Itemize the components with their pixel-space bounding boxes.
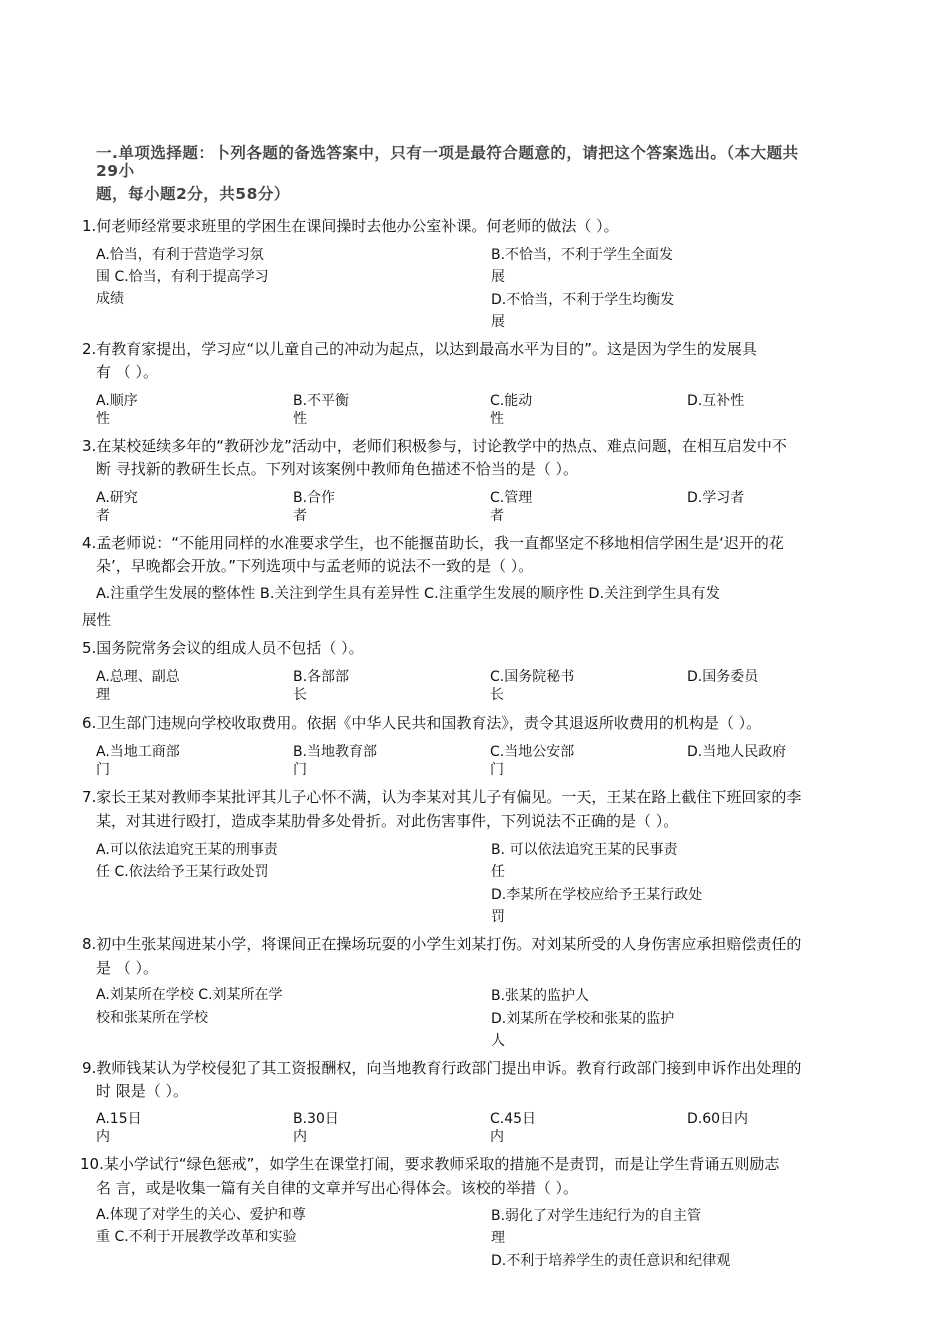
q2-option-b: B.不平衡 [293, 393, 350, 409]
q7-option-a-c: 任 C.依法给予王某行政处罚 [96, 864, 269, 880]
question-7-stem: 7.家长王某对教师李某批评其儿子心怀不满，认为李某对其儿子有偏见。一天，王某在路上截住下班回家的李 [82, 788, 802, 806]
q6-option-d: D.当地人民政府 [687, 744, 787, 760]
q10-option-b: B.弱化了对学生违纪行为的自主管 [491, 1208, 702, 1224]
q9-option-c-cont: 内 [490, 1129, 504, 1145]
q6-option-c: C.当地公安部 [490, 744, 575, 760]
q2-option-b-cont: 性 [293, 411, 307, 427]
q5-option-c: C.国务院秘书 [490, 669, 575, 685]
q10-option-a: A.体现了对学生的关心、爱护和尊 [96, 1207, 306, 1223]
q3-option-c-cont: 者 [490, 508, 504, 524]
q4-options: A.注重学生发展的整体性 B.关注到学生具有差异性 C.注重学生发展的顺序性 D.关注到学生具有发 [96, 586, 721, 602]
q1-option-a: A.恰当，有利于营造学习氛 [96, 247, 264, 263]
q7-option-a: A.可以依法追究王某的刑事责 [96, 842, 278, 858]
question-3-stem: 3.在某校延续多年的“教研沙龙”活动中，老师们积极参与，讨论教学中的热点、难点问题，在相互启发中不 [82, 437, 787, 455]
q8-option-d: D.刘某所在学校和张某的监护 [491, 1011, 675, 1027]
q6-option-c-cont: 门 [490, 762, 504, 778]
question-3-stem-cont: 断 寻找新的教研生长点。下列对该案例中教师角色描述不恰当的是（ ）。 [96, 460, 579, 478]
q2-option-a-cont: 性 [96, 411, 110, 427]
q9-option-c: C.45日 [490, 1111, 537, 1127]
q9-option-d: D.60日内 [687, 1111, 749, 1127]
q3-option-c: C.管理 [490, 490, 533, 506]
question-4-stem-cont: 朵’，早晚都会开放。”下列选项中与孟老师的说法不一致的是（ ）。 [96, 557, 534, 575]
q6-option-a-cont: 门 [96, 762, 110, 778]
q1-option-b-cont: 展 [491, 269, 505, 285]
section-heading: 一.单项选择题：卜列各题的备选答案中，只有一项是最符合题意的，请把这个答案选出。（本大题共 [96, 144, 799, 162]
q5-option-b-cont: 长 [293, 687, 307, 703]
question-1-stem: 1.何老师经常要求班里的学困生在课间操时去他办公室补课。何老师的做法（ ）。 [82, 217, 619, 235]
q8-option-b: B.张某的监护人 [491, 988, 590, 1004]
q1-option-d: D.不恰当，不利于学生均衡发 [491, 292, 675, 308]
q2-option-a: A.顺序 [96, 393, 138, 409]
q10-option-a-c: 重 C.不利于开展教学改革和实验 [96, 1229, 297, 1245]
q9-option-b-cont: 内 [293, 1129, 307, 1145]
q5-option-c-cont: 长 [490, 687, 504, 703]
q7-option-d: D.李某所在学校应给予王某行政处 [491, 887, 703, 903]
question-9-stem: 9.教师钱某认为学校侵犯了其工资报酬权，向当地教育行政部门提出申诉。教育行政部门接到申诉作出处理的 [82, 1059, 802, 1077]
q5-option-a: A.总理、副总 [96, 669, 180, 685]
question-9-stem-cont: 时 限是（ ）。 [96, 1082, 189, 1100]
question-5-stem: 5.国务院常务会议的组成人员不包括（ ）。 [82, 639, 364, 657]
q7-option-b-cont: 任 [491, 864, 505, 880]
q5-option-a-cont: 理 [96, 687, 110, 703]
q3-option-d: D.学习者 [687, 490, 745, 506]
question-2-stem: 2.有教育家提出，学习应“以儿童自己的冲动为起点，以达到最高水平为目的”。这是因为学生的发展具 [82, 340, 757, 358]
q5-option-b: B.各部部 [293, 669, 350, 685]
q6-option-b-cont: 门 [293, 762, 307, 778]
q1-option-b: B.不恰当，不利于学生全面发 [491, 247, 674, 263]
q5-option-d: D.国务委员 [687, 669, 759, 685]
question-8-stem: 8.初中生张某闯进某小学，将课间正在操场玩耍的小学生刘某打伤。对刘某所受的人身伤害应承担赔偿责任的 [82, 935, 802, 953]
q2-option-c-cont: 性 [490, 411, 504, 427]
q3-option-b-cont: 者 [293, 508, 307, 524]
q1-option-d-cont: 展 [491, 314, 505, 330]
q7-option-b: B. 可以依法追究王某的民事责 [491, 842, 678, 858]
q3-option-a-cont: 者 [96, 508, 110, 524]
q9-option-a-cont: 内 [96, 1129, 110, 1145]
question-8-stem-cont: 是 （ ）。 [96, 959, 159, 977]
q8-option-c-cont: 校和张某所在学校 [96, 1010, 208, 1026]
q4-options-cont: 展性 [82, 613, 111, 629]
q9-option-a: A.15日 [96, 1111, 142, 1127]
question-10-stem-cont: 名 言，或是收集一篇有关自律的文章并写出心得体会。该校的举措（ ）。 [96, 1179, 579, 1197]
section-heading-cont: 29小 [96, 162, 135, 180]
question-4-stem: 4.孟老师说：“不能用同样的水准要求学生，也不能揠苗助长，我一直都坚定不移地相信学困生是‘迟开的花 [82, 534, 784, 552]
question-6-stem: 6.卫生部门违规向学校收取费用。依据《中华人民共和国教育法》，责令其退返所收费用的机构是（ ）。 [82, 714, 762, 732]
q3-option-b: B.合作 [293, 490, 336, 506]
q3-option-a: A.研究 [96, 490, 138, 506]
q2-option-d: D.互补性 [687, 393, 745, 409]
q8-option-d-cont: 人 [491, 1033, 505, 1049]
q2-option-c: C.能动 [490, 393, 533, 409]
q10-option-b-cont: 理 [491, 1230, 505, 1246]
q9-option-b: B.30日 [293, 1111, 339, 1127]
question-2-stem-cont: 有 （ ）。 [96, 363, 159, 381]
q1-option-a-c: 围 C.恰当，有利于提高学习 [96, 269, 269, 285]
section-heading-score: 题，每小题2分，共58分） [96, 185, 290, 203]
question-10-stem: 10.某小学试行“绿色惩戒”，如学生在课堂打闹，要求教师采取的措施不是责罚，而是让学生背诵五则励志 [80, 1155, 780, 1173]
q6-option-b: B.当地教育部 [293, 744, 378, 760]
q6-option-a: A.当地工商部 [96, 744, 180, 760]
q10-option-d: D.不利于培养学生的责任意识和纪律观 [491, 1253, 731, 1269]
q8-option-a-c: A.刘某所在学校 C.刘某所在学 [96, 987, 283, 1003]
q1-option-c-cont: 成绩 [96, 291, 124, 307]
question-7-stem-cont: 某，对其进行殴打，造成李某肋骨多处骨折。对此伤害事件，下列说法不正确的是（ ）。 [96, 812, 679, 830]
q7-option-d-cont: 罚 [491, 909, 505, 925]
